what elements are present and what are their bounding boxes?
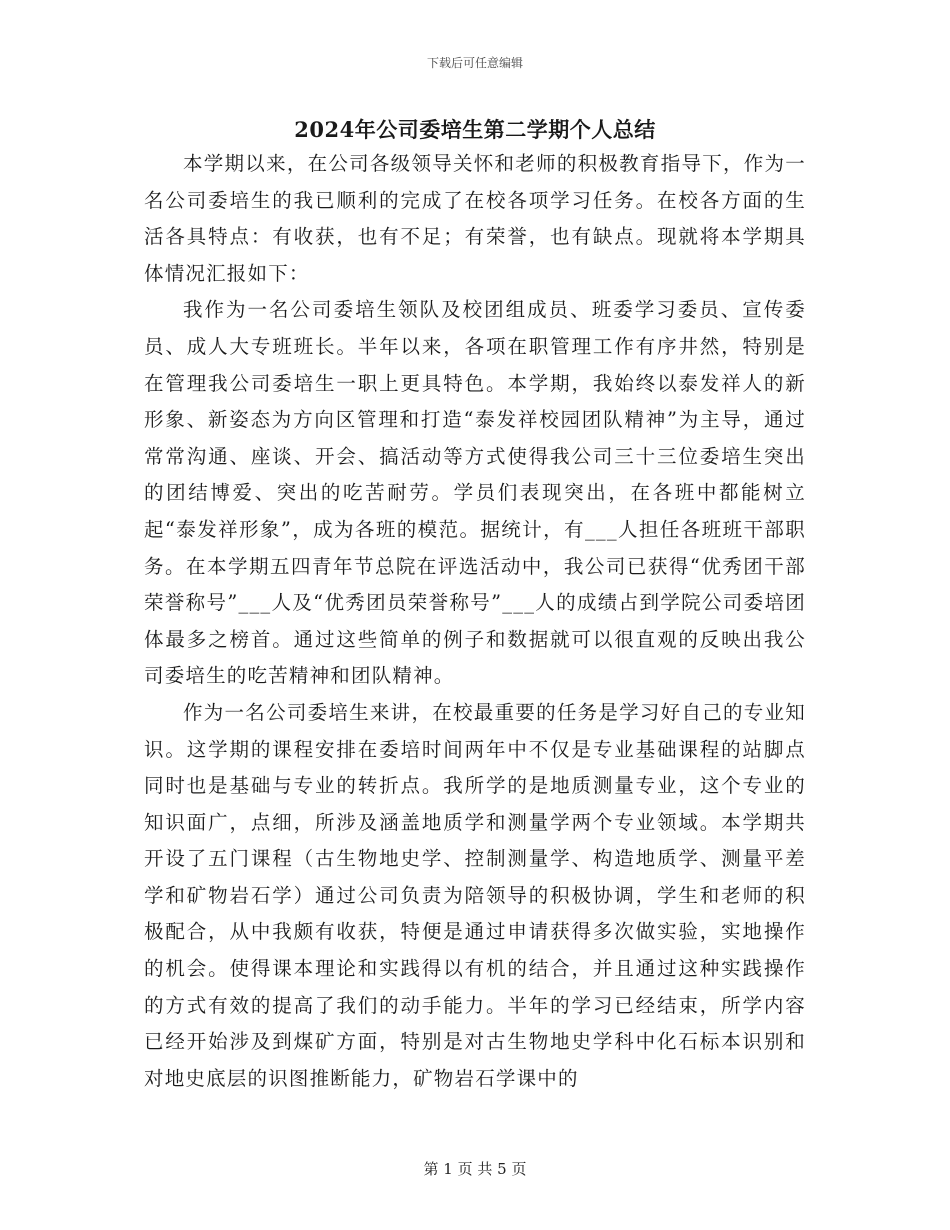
- paragraph-intro: 本学期以来，在公司各级领导关怀和老师的积极教育指导下，作为一名公司委培生的我已顺利的完成了在校各项学习任务。在校各方面的生活各具特点：有收获，也有不足；有荣誉，也有缺点。现就将本学期具体情况汇报如下：: [144, 152, 806, 285]
- page-number: 第 1 页 共 5 页: [423, 1160, 527, 1178]
- page-header: 下载后可任意编辑: [426, 56, 523, 70]
- paragraph-management: 我作为一名公司委培生领队及校团组成员、班委学习委员、宣传委员、成人大专班班长。半年以来，各项在职管理工作有序井然，特别是在管理我公司委培生一职上更具特色。本学期，我始终以泰发祥人的新形象、新姿态为方向区管理和打造“泰发祥校园团队精神”为主导，通过常常沟通、座谈、开会、搞活动等方式使得我公司三十三位委培生突出的团结博爱、突出的吃苦耐劳。学员们表现突出，在各班中都能树立起“泰发祥形象”，成为各班的模范。据统计，有___人担任各班班干部职务。在本学期五四青年节总院在评选活动中，我公司已获得“优秀团干部荣誉称号”___人及“优秀团员荣誉称号”___人的成绩占到学院公司委培团体最多之榜首。通过这些简单的例子和数据就可以很直观的反映出我公司委培生的吃苦精神和团队精神。: [144, 298, 806, 688]
- paragraph-study: 作为一名公司委培生来讲，在校最重要的任务是学习好自己的专业知识。这学期的课程安排在委培时间两年中不仅是专业基础课程的站脚点同时也是基础与专业的转折点。我所学的是地质测量专业，这个专业的知识面广，点细，所涉及涵盖地质学和测量学两个专业领域。本学期共开设了五门课程（古生物地史学、控制测量学、构造地质学、测量平差学和矿物岩石学）通过公司负责为陪领导的积极协调，学生和老师的积极配合，从中我颇有收获，特便是通过申请获得多次做实验，实地操作的机会。使得课本理论和实践得以有机的结合，并且通过这种实践操作的方式有效的提高了我们的动手能力。半年的学习已经结束，所学内容已经开始涉及到煤矿方面，特别是对古生物地史学科中化石标本识别和对地史底层的识图推断能力，矿物岩石学课中的: [144, 700, 806, 1090]
- document-title: 2024年公司委培生第二学期个人总结: [294, 117, 656, 142]
- document-body: [144, 146, 806, 1097]
